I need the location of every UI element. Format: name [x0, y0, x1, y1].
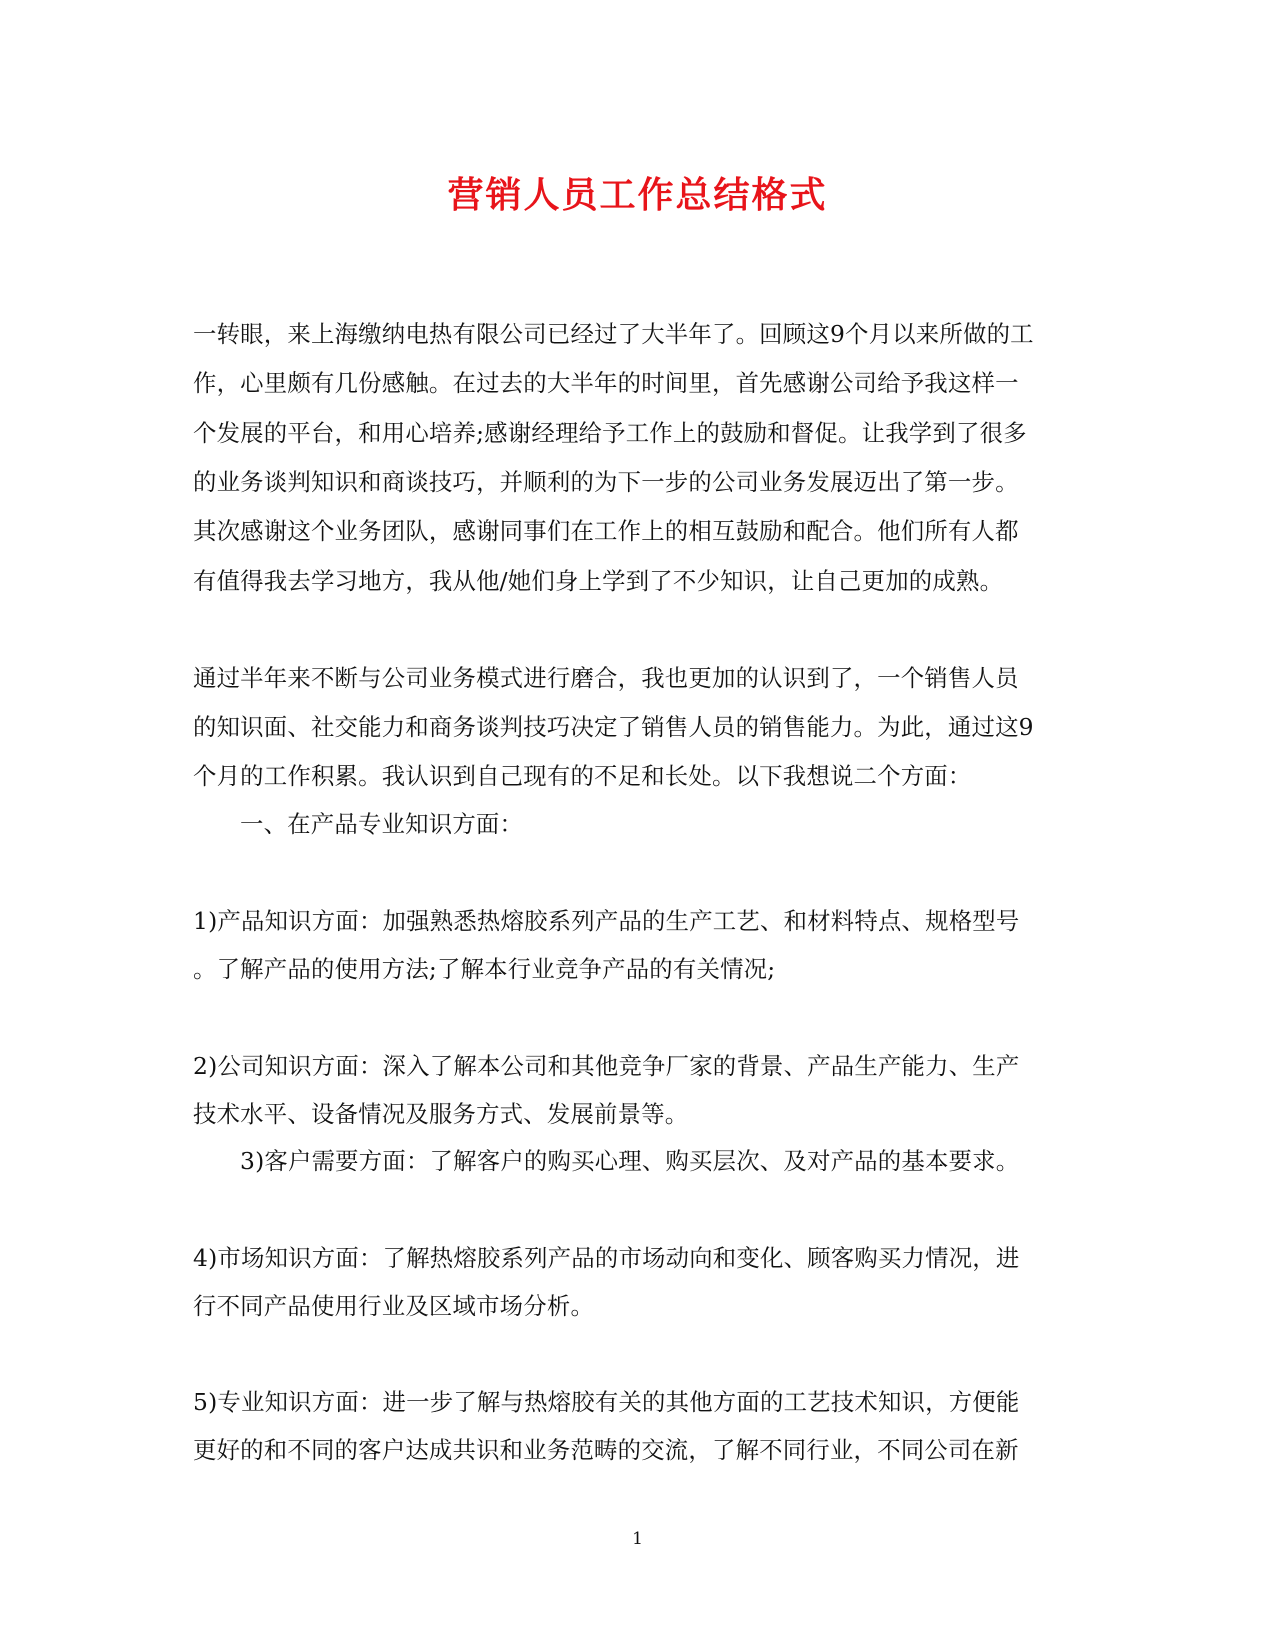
item-5-line-2: 更好的和不同的客户达成共识和业务范畴的交流，了解不同行业，不同公司在新 — [193, 1436, 1019, 1464]
item-1-line-1: 1)产品知识方面：加强熟悉热熔胶系列产品的生产工艺、和材料特点、规格型号 — [193, 907, 1020, 935]
item-2-line-2: 技术水平、设备情况及服务方式、发展前景等。 — [193, 1100, 689, 1128]
paragraph-1-line-6: 有值得我去学习地方，我从他/她们身上学到了不少知识，让自己更加的成熟。 — [193, 567, 1004, 595]
page-number: 1 — [632, 1529, 643, 1549]
section-heading-1: 一、在产品专业知识方面： — [240, 810, 524, 838]
item-5-line-1: 5)专业知识方面：进一步了解与热熔胶有关的其他方面的工艺技术知识，方便能 — [193, 1388, 1020, 1416]
paragraph-1-line-5: 其次感谢这个业务团队，感谢同事们在工作上的相互鼓励和配合。他们所有人都 — [193, 517, 1019, 545]
paragraph-1-line-2: 作，心里颇有几份感触。在过去的大半年的时间里，首先感谢公司给予我这样一 — [193, 369, 1019, 397]
paragraph-1-line-1: 一转眼，来上海缴纳电热有限公司已经过了大半年了。回顾这9个月以来所做的工 — [193, 320, 1034, 348]
paragraph-1-line-4: 的业务谈判知识和商谈技巧，并顺利的为下一步的公司业务发展迈出了第一步。 — [193, 468, 1019, 496]
paragraph-2-line-3: 个月的工作积累。我认识到自己现有的不足和长处。以下我想说二个方面： — [193, 762, 972, 790]
item-4-line-2: 行不同产品使用行业及区域市场分析。 — [193, 1292, 595, 1320]
item-2-line-1: 2)公司知识方面：深入了解本公司和其他竞争厂家的背景、产品生产能力、生产 — [193, 1052, 1020, 1080]
paragraph-1-line-3: 个发展的平台，和用心培养;感谢经理给予工作上的鼓励和督促。让我学到了很多 — [193, 419, 1027, 447]
paragraph-2-line-2: 的知识面、社交能力和商务谈判技巧决定了销售人员的销售能力。为此，通过这9 — [193, 713, 1034, 741]
document-title: 营销人员工作总结格式 — [447, 174, 828, 216]
item-1-line-2: 。了解产品的使用方法;了解本行业竞争产品的有关情况; — [193, 955, 776, 983]
paragraph-2-line-1: 通过半年来不断与公司业务模式进行磨合，我也更加的认识到了，一个销售人员 — [193, 664, 1019, 692]
item-4-line-1: 4)市场知识方面：了解热熔胶系列产品的市场动向和变化、顾客购买力情况，进 — [193, 1244, 1020, 1272]
item-3-line-1: 3)客户需要方面：了解客户的购买心理、购买层次、及对产品的基本要求。 — [240, 1147, 1020, 1175]
